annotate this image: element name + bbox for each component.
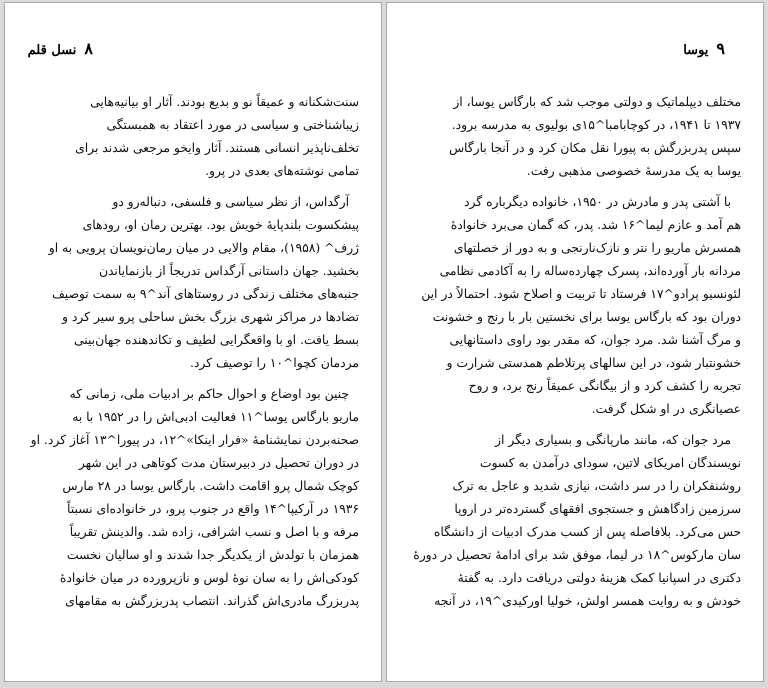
text-line: مردمان کچوا^۱۰ را توصیف کرد. bbox=[190, 356, 359, 370]
text-line: در دوران تحصیل در دبیرستان مدت کوتاهی در این شهر bbox=[78, 456, 359, 470]
left-page bbox=[4, 2, 382, 682]
left-page-header bbox=[28, 39, 93, 63]
text-line: جنبه‌های مختلف زندگی در روستاهای آند^۹ به سمت توصیف bbox=[52, 287, 359, 301]
text-line: زیباشناختی و سیاسی در مورد اعتقاد به همبستگی bbox=[106, 118, 359, 132]
text-line: تضادها در مراکز شهری بزرگ بخش ساحلی پرو سیر کرد و bbox=[61, 310, 359, 324]
text-line: ژرف^ (۱۹۵۸)، مقام والایی در میان رمان‌نویسان پرویی به او bbox=[48, 241, 359, 255]
text-line: سپس پدربزرگش به پیورا نقل مکان کرد و در آنجا بارگاس bbox=[449, 141, 741, 155]
text-line: تجربه را کشف کرد و از بیگانگی عمیقاً رنج برد، و روح bbox=[468, 379, 741, 393]
text-line: لئونسیو پرادو^۱۷ فرستاد تا تربیت و اصلاح شود. احتمالاً در این bbox=[421, 287, 741, 301]
text-line: با آشتی پدر و مادرش در ۱۹۵۰، خانواده دیگرباره گرد bbox=[464, 195, 731, 209]
text-line: نویسندگان امریکای لاتین، سودای درآمدن به کسوت bbox=[479, 456, 741, 470]
page-number: ۸ bbox=[84, 39, 93, 58]
text-line: مرفه و با اصل و نسب اشرافی، زاده شد. والدینش تقریباً bbox=[69, 525, 359, 539]
text-line: دکتری در اسپانیا کمک هزینهٔ دولتی دریافت دارد. به گفتهٔ bbox=[457, 571, 741, 585]
text-line: عصیانگری در او شکل گرفت. bbox=[591, 402, 741, 416]
right-page-header bbox=[683, 39, 725, 63]
text-line: تخلف‌ناپذیر انسانی هستند. آثار وایخو مرجعی شدند برای bbox=[75, 141, 359, 155]
text-line: بخشید. جهان داستانی آرگداس تدریجاً از بازنمایاندن bbox=[98, 264, 359, 278]
paragraph-gap bbox=[27, 375, 359, 383]
right-page-body bbox=[409, 91, 741, 613]
right-page bbox=[386, 2, 764, 682]
left-page-body bbox=[27, 91, 359, 613]
text-line: خشونتبار شود، در این سالهای پرتلاطم همدستی شرارت و bbox=[446, 356, 741, 370]
text-line: ماریو بارگاس یوسا^۱۱ فعالیت ادبی‌اش را در ۱۹۵۲ با به bbox=[72, 410, 359, 424]
text-line: کودکی‌اش را به سان نوهٔ لوس و نازپرورده در میان خانوادهٔ bbox=[59, 571, 359, 585]
text-line: هم آمد و عازم لیما^۱۶ شد. پدر، که گمان می‌برد خانوادهٔ bbox=[450, 218, 741, 232]
paragraph-gap bbox=[409, 183, 741, 191]
page-number: ۹ bbox=[716, 39, 725, 58]
running-title: یوسا bbox=[683, 43, 709, 58]
text-line: کوچک شمال پرو اقامت داشت. بارگاس یوسا در ۲۸ مارس bbox=[62, 479, 359, 493]
text-line: ۱۹۳۷ تا ۱۹۴۱، در کوچابامبا^۱۵ی بولیوی به مدرسه برود. bbox=[451, 118, 741, 132]
running-title: نسل قلم bbox=[27, 43, 77, 58]
text-line: سرزمین زادگاهش و جستجوی افقهای گسترده‌تر در اروپا bbox=[454, 502, 741, 516]
text-line: پدربزرگ مادری‌اش گذراند. انتصاب پدربزرگش به مقامهای bbox=[65, 594, 359, 608]
text-line: ۱۹۳۶ در آرکیپا^۱۴ واقع در جنوب پرو، در خانواده‌ای نسبتاً bbox=[67, 502, 359, 516]
text-line: همزمان با تولدش از یکدیگر جدا شدند و او سالیان نخست bbox=[66, 548, 359, 562]
text-line: و مرگ آشنا شد. مرد جوان، که مقدر بود راوی داستانهایی bbox=[449, 333, 741, 347]
text-line: روشنفکران را در سر داشت، نیازی شدید و عاجل به ترک bbox=[452, 479, 741, 493]
paragraph-gap bbox=[409, 421, 741, 429]
text-line: مردانه بار آورده‌اند، پسرک چهارده‌ساله را به آکادمی نظامی bbox=[439, 264, 741, 278]
text-line: سنت‌شکنانه و عمیقاً نو و بدیع بودند. آثار او بیانیه‌هایی bbox=[90, 95, 359, 109]
text-line: پیشکسوت بلندپایهٔ خویش بود. بهترین رمان او، رودهای bbox=[82, 218, 359, 232]
text-line: خودش و به روایت همسر اولش، خولیا اورکیدی^۱۹، در آنجه bbox=[434, 594, 741, 608]
text-line: مرد جوان که، مانند مارپانگی و بسیاری دیگر از bbox=[495, 433, 731, 447]
text-line: یوسا به یک مدرسهٔ خصوصی مذهبی رفت. bbox=[526, 164, 741, 178]
text-line: حس می‌کرد. بلافاصله پس از کسب مدرک ادبیات از دانشگاه bbox=[433, 525, 741, 539]
text-line: مختلف دیپلماتیک و دولتی موجب شد که بارگاس یوسا، از bbox=[453, 95, 741, 109]
paragraph-gap bbox=[27, 183, 359, 191]
text-line: همسرش ماریو را نتر و نازک‌نارنجی و به دور از خصلتهای bbox=[453, 241, 741, 255]
text-line: سان مارکوس^۱۸ در لیما، موفق شد برای ادامهٔ تحصیل در دورهٔ bbox=[413, 548, 741, 562]
text-line: تمامی نوشته‌های بعدی در پرو. bbox=[205, 164, 359, 178]
text-line: دوران بود که بارگاس یوسا برای نخستین بار با رنج و خشونت bbox=[432, 310, 741, 324]
text-line: چنین بود اوضاع و احوال حاکم بر ادبیات ملی، زمانی که bbox=[69, 387, 349, 401]
text-line: آرگداس، از نظر سیاسی و فلسفی، دنباله‌رو دو bbox=[112, 195, 349, 209]
text-line: بسط یافت. او با واقعگرایی لطیف و تکاندهنده جهان‌بینی bbox=[73, 333, 359, 347]
text-line: صحنه‌بردن نمایشنامهٔ «فرار اینکا»^۱۲، در پیورا^۱۳ آغاز کرد. او bbox=[30, 433, 359, 447]
